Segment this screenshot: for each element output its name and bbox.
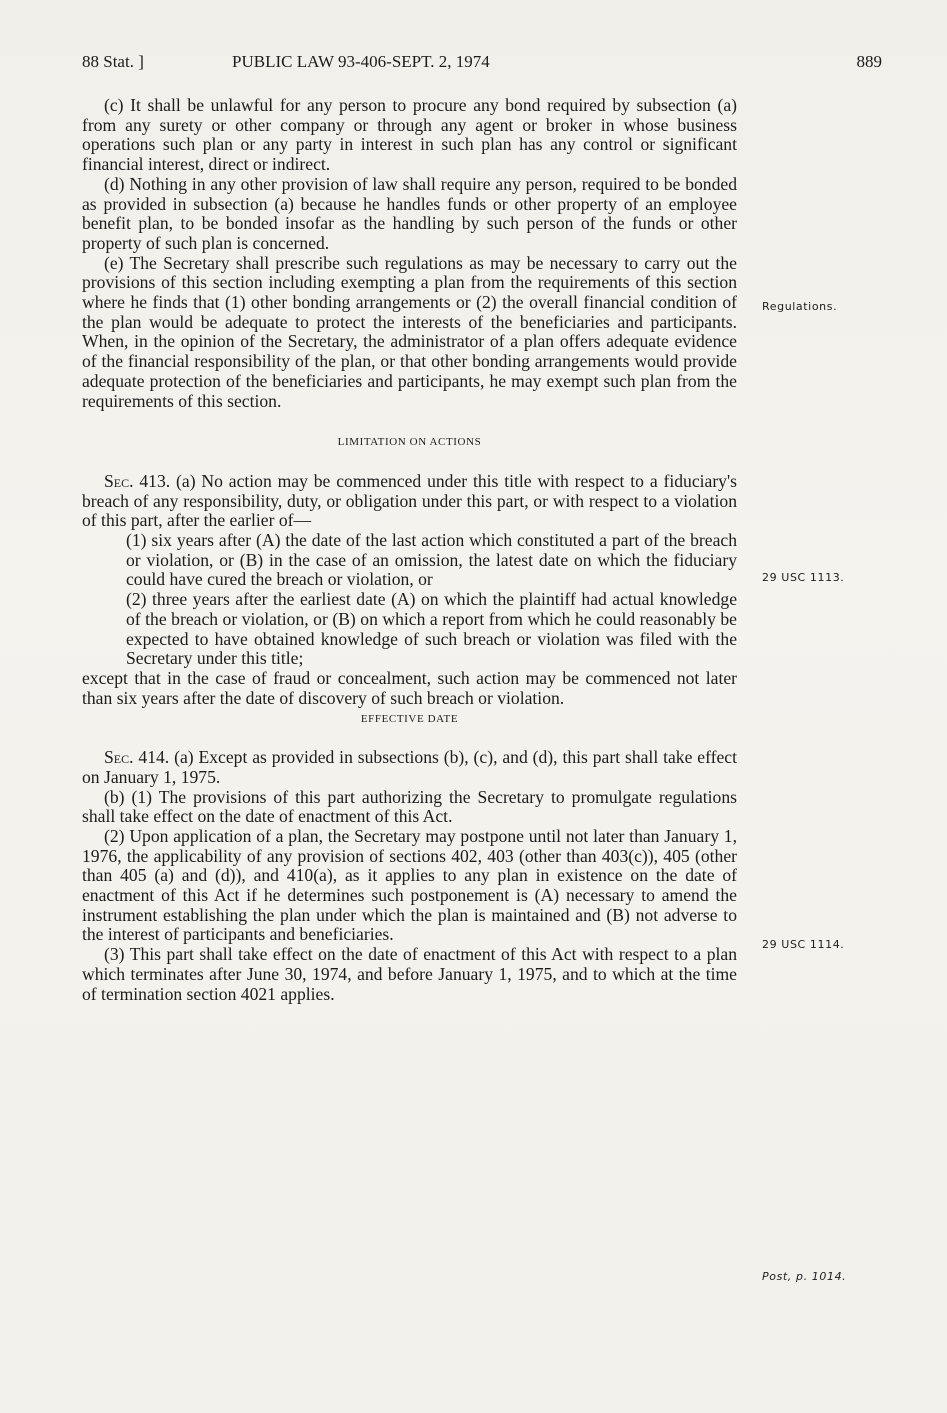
section-414-a bbox=[82, 748, 737, 787]
section-414-a-text: 414. (a) Except as provided in subsections (b), (c), and (d), this part shall take effect on January 1, 1975. bbox=[82, 747, 737, 787]
section-414-b2: (2) Upon application of a plan, the Secretary may postpone until not later than January 1, 1976, the applicability of any provision of sections 402, 403 (other than 403(c)), 405 (other than 405 (a) and (d)), and 410(a), as it applies to any plan in existence on the date of enactment of this Act if he determines such postponement is (A) necessary to amend the instrument establishing the plan under which the plan is maintained and (B) not adverse to the interest of participants and beneficiaries. bbox=[82, 825, 737, 945]
paragraph-c: (c) It shall be unlawful for any person to procure any bond required by subsection (a) from any surety or other company or through any agent or broker in whose business operations such plan or any party in interest in such plan has any control or significant financial interest, direct or indirect. bbox=[82, 95, 737, 175]
margin-note-29-usc-1113: 29 USC 1113. bbox=[762, 571, 845, 584]
paragraph-e: (e) The Secretary shall prescribe such regulations as may be necessary to carry out the provisions of this section including exempting a plan from the requirements of this section where he finds that (1) other bonding arrangements or (2) the overall financial condition of the plan would be adequate to protect the interests of the beneficiaries and participants. When, in the opinion of the Secretary, the administrator of a plan offers adequate evidence of the financial responsibility of the plan, or that other bonding arrangements would provide adequate protection of the beneficiaries and participants, he may exempt such plan from the requirements of this section. bbox=[82, 252, 737, 411]
sec-label: Sec. bbox=[104, 470, 134, 491]
margin-note-regulations: Regulations. bbox=[762, 300, 838, 313]
section-414-b3: (3) This part shall take effect on the date of enactment of this Act with respect to a plan which terminates after June 30, 1974, and before January 1, 1975, and to which at the time of termination section 4021 applies. bbox=[82, 944, 737, 1004]
section-413-item-2: (2) three years after the earliest date (A) on which the plaintiff had actual knowledge of the breach or violation, or (B) on which a report from which he could reasonably be expected to have obtained knowledge of such breach or violation was filed with the Secretary under this title; bbox=[126, 589, 737, 669]
statute-reference: 88 Stat. ] bbox=[82, 52, 144, 71]
page-number: 889 bbox=[856, 52, 882, 71]
margin-note-29-usc-1114: 29 USC 1114. bbox=[762, 938, 845, 951]
main-text-column bbox=[82, 96, 737, 1004]
paragraph-d: (d) Nothing in any other provision of law shall require any person, required to be bonded as provided in subsection (a) because he handles funds or other property of an employee benefit plan, to be bonded insofar as the handling by such person of the funds or other property of such plan is concerned. bbox=[82, 173, 737, 253]
heading-limitation-on-actions: LIMITATION ON ACTIONS bbox=[337, 436, 482, 449]
section-413-closing: except that in the case of fraud or concealment, such action may be commenced not later than six years after the date of discovery of such breach or violation. bbox=[82, 667, 737, 708]
page-header bbox=[82, 52, 882, 76]
margin-note-post-reference: Post, p. 1014. bbox=[762, 1270, 847, 1283]
section-413-item-1: (1) six years after (A) the date of the last action which constituted a part of the breach or violation, or (B) in the case of an omission, the latest date on which the fiduciary could have cured the breach or violation, or bbox=[126, 530, 737, 590]
public-law-title: PUBLIC LAW 93-406-SEPT. 2, 1974 bbox=[232, 52, 490, 71]
section-413-intro bbox=[82, 472, 737, 531]
section-414-b1: (b) (1) The provisions of this part authorizing the Secretary to promulgate regulations shall take effect on the date of enactment of this Act. bbox=[82, 786, 737, 827]
sec-label: Sec. bbox=[104, 747, 134, 768]
section-413-text: 413. (a) No action may be commenced under this title with respect to a fiduciary's breach of any responsibility, duty, or obligation under this part, or with respect to a violation of this part, after the earlier of— bbox=[82, 470, 737, 531]
heading-effective-date: EFFECTIVE DATE bbox=[360, 713, 459, 726]
